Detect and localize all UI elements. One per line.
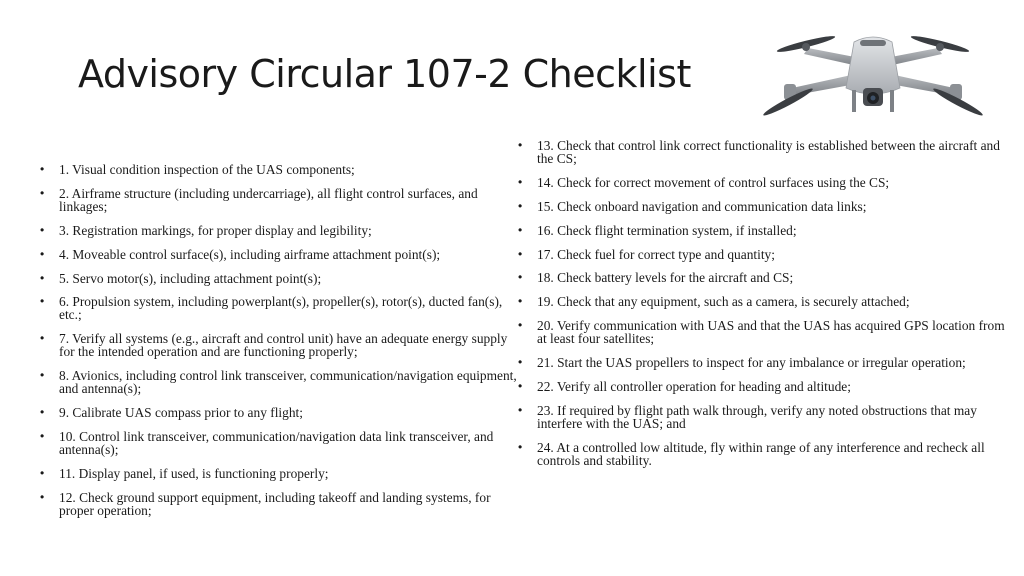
checklist-item: • 5. Servo motor(s), including attachment point(s); xyxy=(40,272,520,285)
checklist-item: • 4. Moveable control surface(s), including airframe attachment point(s); xyxy=(40,248,520,261)
checklist-item: • 8. Avionics, including control link transceiver, communication/navigation equipment, and antenna(s); xyxy=(40,369,520,395)
checklist-item: • 6. Propulsion system, including powerplant(s), propeller(s), rotor(s), ducted fan(s), etc.; xyxy=(40,295,520,321)
checklist-item: • 20. Verify communication with UAS and that the UAS has acquired GPS location from at least four satellites; xyxy=(518,319,1006,345)
checklist-item: • 14. Check for correct movement of control surfaces using the CS; xyxy=(518,176,1006,189)
checklist-left-column xyxy=(40,163,520,528)
checklist-right-column xyxy=(518,139,1006,478)
checklist-item: • 3. Registration markings, for proper display and legibility; xyxy=(40,224,520,237)
checklist-item: • 12. Check ground support equipment, including takeoff and landing systems, for proper operation; xyxy=(40,491,520,517)
drone-image xyxy=(762,18,984,130)
checklist-item: • 15. Check onboard navigation and communication data links; xyxy=(518,200,1006,213)
checklist-item: • 9. Calibrate UAS compass prior to any flight; xyxy=(40,406,520,419)
checklist-item: • 16. Check flight termination system, if installed; xyxy=(518,224,1006,237)
checklist-item: • 17. Check fuel for correct type and quantity; xyxy=(518,248,1006,261)
checklist-item: • 23. If required by flight path walk through, verify any noted obstructions that may interfere with the UAS; and xyxy=(518,404,1006,430)
slide-title: Advisory Circular 107-2 Checklist xyxy=(78,52,691,96)
checklist-item: • 13. Check that control link correct functionality is established between the aircraft and the CS; xyxy=(518,139,1006,165)
checklist-item: • 22. Verify all controller operation for heading and altitude; xyxy=(518,380,1006,393)
checklist-item: • 11. Display panel, if used, is functioning properly; xyxy=(40,467,520,480)
checklist-item: • 21. Start the UAS propellers to inspect for any imbalance or irregular operation; xyxy=(518,356,1006,369)
checklist-item: • 1. Visual condition inspection of the UAS components; xyxy=(40,163,520,176)
checklist-item: • 24. At a controlled low altitude, fly within range of any interference and recheck all controls and stability. xyxy=(518,441,1006,467)
checklist-item: • 10. Control link transceiver, communication/navigation data link transceiver, and antenna(s); xyxy=(40,430,520,456)
checklist-item: • 2. Airframe structure (including undercarriage), all flight control surfaces, and linkages; xyxy=(40,187,520,213)
checklist-item: • 19. Check that any equipment, such as a camera, is securely attached; xyxy=(518,295,1006,308)
checklist-item: • 7. Verify all systems (e.g., aircraft and control unit) have an adequate energy supply for the intended operation and are functioning properly; xyxy=(40,332,520,358)
checklist-item: • 18. Check battery levels for the aircraft and CS; xyxy=(518,271,1006,284)
